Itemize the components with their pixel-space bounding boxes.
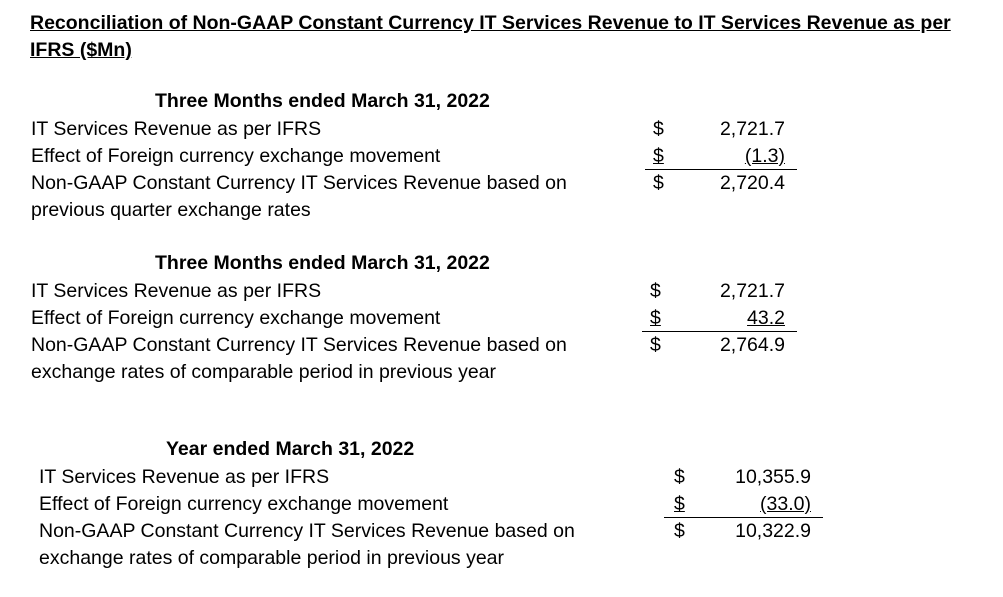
amount-fx-effect: 43.2 [747, 307, 785, 329]
section-heading: Three Months ended March 31, 2022 [155, 252, 490, 274]
row-label-constant-currency-line2: exchange rates of comparable period in previous year [39, 547, 505, 569]
row-label-fx-effect: Effect of Foreign currency exchange movement [31, 145, 441, 167]
row-label-ifrs-revenue: IT Services Revenue as per IFRS [31, 280, 322, 302]
row-label-ifrs-revenue: IT Services Revenue as per IFRS [31, 118, 322, 140]
amount-ifrs-revenue: 2,721.7 [719, 118, 785, 140]
row-label-constant-currency-line2: previous quarter exchange rates [31, 199, 311, 221]
currency-symbol: $ [650, 334, 661, 356]
currency-symbol: $ [674, 493, 685, 515]
currency-symbol: $ [653, 145, 664, 167]
amount-constant-currency: 2,764.9 [719, 334, 785, 356]
row-label-constant-currency: Non-GAAP Constant Currency IT Services Revenue based on [31, 334, 567, 356]
currency-symbol: $ [650, 307, 661, 329]
amount-constant-currency: 2,720.4 [719, 172, 785, 194]
amount-constant-currency: 10,322.9 [735, 520, 811, 542]
row-label-constant-currency: Non-GAAP Constant Currency IT Services Revenue based on [31, 172, 567, 194]
row-label-fx-effect: Effect of Foreign currency exchange movement [31, 307, 441, 329]
currency-symbol: $ [653, 118, 664, 140]
section-heading: Three Months ended March 31, 2022 [155, 90, 490, 112]
currency-symbol: $ [650, 280, 661, 302]
amount-fx-effect: (33.0) [760, 493, 811, 515]
row-label-constant-currency-line2: exchange rates of comparable period in previous year [31, 361, 497, 383]
row-label-ifrs-revenue: IT Services Revenue as per IFRS [39, 466, 330, 488]
currency-symbol: $ [674, 520, 685, 542]
amount-ifrs-revenue: 2,721.7 [719, 280, 785, 302]
amount-fx-effect: (1.3) [744, 145, 785, 167]
currency-symbol: $ [674, 466, 685, 488]
row-label-constant-currency: Non-GAAP Constant Currency IT Services Revenue based on [39, 520, 575, 542]
amount-ifrs-revenue: 10,355.9 [735, 466, 811, 488]
currency-symbol: $ [653, 172, 664, 194]
row-label-fx-effect: Effect of Foreign currency exchange movement [39, 493, 449, 515]
section-heading: Year ended March 31, 2022 [166, 438, 415, 460]
page-title: Reconciliation of Non-GAAP Constant Currency IT Services Revenue to IT Services Revenue as per IFRS ($Mn) [30, 12, 951, 61]
